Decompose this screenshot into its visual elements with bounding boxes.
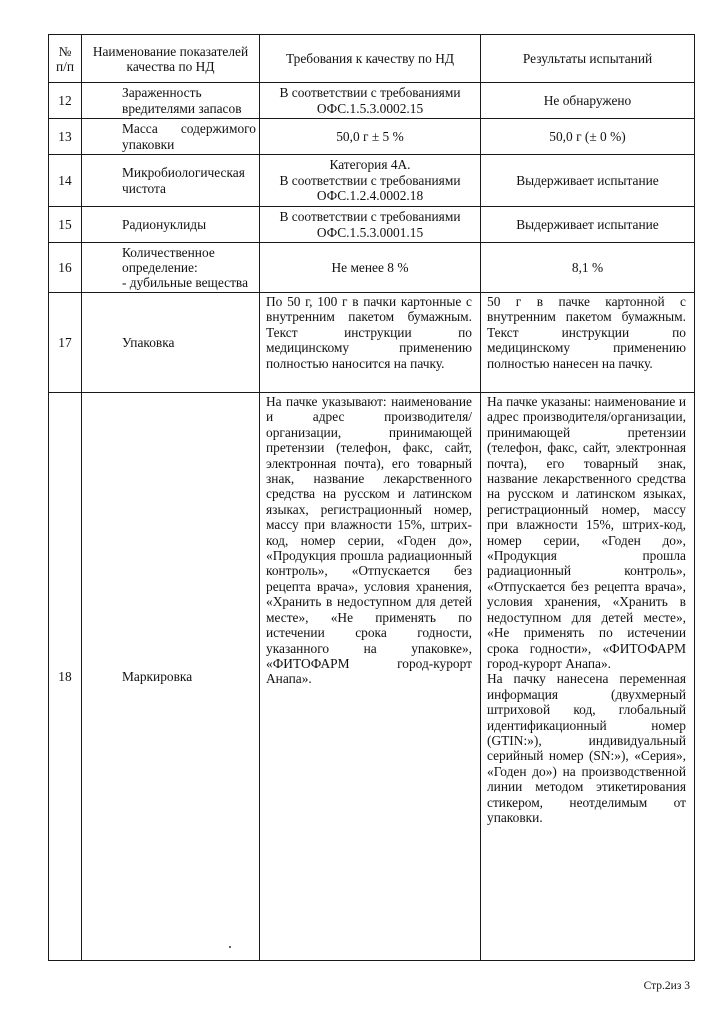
indicator-line: определение:: [122, 260, 198, 275]
row-requirement: По 50 г, 100 г в пачки картонные с внутренним пакетом бумажным. Текст инструкции по медицинскому применению полностью наносится на пачку.: [260, 293, 481, 393]
row-indicator: Микробиологическая чистота: [82, 155, 260, 207]
table-row: [49, 119, 695, 155]
row-result: Выдерживает испытание: [481, 155, 695, 207]
row-indicator: Зараженность вредителями запасов: [82, 83, 260, 119]
result-text: На пачке указаны: наименование и адрес производителя/организации, принимающей претензии (телефон, факс, сайт, электронная почта), его товарный знак, название лекарственного средства на русском и латинском языках, регистрационный номер, массу при влажности 15%, штрих-код, номер серии, «Годен до», «Продукция прошла радиационный контроль», «Отпускается без рецепта врача», условия хранения, «Хранить в недоступном для детей месте», «Не применять по истечении срока годности», «ФИТОФАРМ город-курорт Анапа».: [487, 394, 686, 671]
header-results: Результаты испытаний: [481, 35, 695, 83]
requirement-line: ОФС.1.2.4.0002.18: [316, 188, 424, 204]
row-requirement: На пачке указывают: наименование и адрес производителя/организации, принимающей претензии (телефон, факс, сайт, электронная почта), его товарный знак, название лекарственного средства на русском и латинском языках, регистрационный номер, массу при влажности 15%, штрих-код, номер серии, «Годен до», «Продукция прошла радиационный контроль», «Отпускается без рецепта врача», условия хранения, «Хранить в недоступном для детей месте», «Не применять по истечении срока годности, указанного на упаковке», «ФИТОФАРМ город-курорт Анапа».: [260, 393, 481, 961]
row-result: 50,0 г (± 0 %): [481, 119, 695, 155]
row-requirement: Не менее 8 %: [260, 243, 481, 293]
requirement-line: В соответствии с требованиями: [279, 172, 461, 188]
row-indicator: Радионуклиды: [82, 207, 260, 243]
row-result: Выдерживает испытание: [481, 207, 695, 243]
row-num: 18: [49, 393, 82, 961]
row-result: [481, 393, 695, 961]
table-row: [49, 393, 695, 961]
row-num: 17: [49, 293, 82, 393]
row-num: 13: [49, 119, 82, 155]
row-indicator: Маркировка: [82, 393, 260, 961]
header-indicator: Наименование показателей качества по НД: [82, 35, 260, 83]
table-row: [49, 83, 695, 119]
indicator-line: - дубильные вещества: [122, 275, 249, 290]
header-requirements: Требования к качеству по НД: [260, 35, 481, 83]
row-num: 15: [49, 207, 82, 243]
row-requirement: В соответствии с требованиями ОФС.1.5.3.0002.15: [260, 83, 481, 119]
row-result: Не обнаружено: [481, 83, 695, 119]
table-row: [49, 207, 695, 243]
row-requirement: В соответствии с требованиями ОФС.1.5.3.0001.15: [260, 207, 481, 243]
row-num: 14: [49, 155, 82, 207]
quality-table: [48, 34, 695, 961]
result-extra-text: На пачку нанесена переменная информация (двухмерный штриховой код, глобальный идентификационный номер (GTIN:»), индивидуальный серийный номер (SN:»), «Серия», «Годен до») на производственной линии методом этикетирования стикером, неотделимым от упаковки.: [487, 671, 686, 825]
row-indicator: Упаковка: [82, 293, 260, 393]
table-row: [49, 155, 695, 207]
row-requirement: [260, 155, 481, 207]
row-result: 50 г в пачке картонной с внутренним пакетом бумажным. Текст инструкции по медицинскому применению полностью нанесен на пачку.: [481, 293, 695, 393]
table-row: [49, 293, 695, 393]
indicator-line: Количественное: [122, 245, 215, 260]
header-num: № п/п: [49, 35, 82, 83]
row-num: 16: [49, 243, 82, 293]
page-number: Стр.2из 3: [643, 980, 690, 992]
table-row: [49, 243, 695, 293]
scan-speck: [229, 946, 231, 948]
row-num: 12: [49, 83, 82, 119]
row-requirement: 50,0 г ± 5 %: [260, 119, 481, 155]
requirement-line: Категория 4А.: [329, 157, 411, 173]
row-indicator: [82, 243, 260, 293]
table-header-row: [49, 35, 695, 83]
row-result: 8,1 %: [481, 243, 695, 293]
row-indicator: Масса содержимого упаковки: [82, 119, 260, 155]
